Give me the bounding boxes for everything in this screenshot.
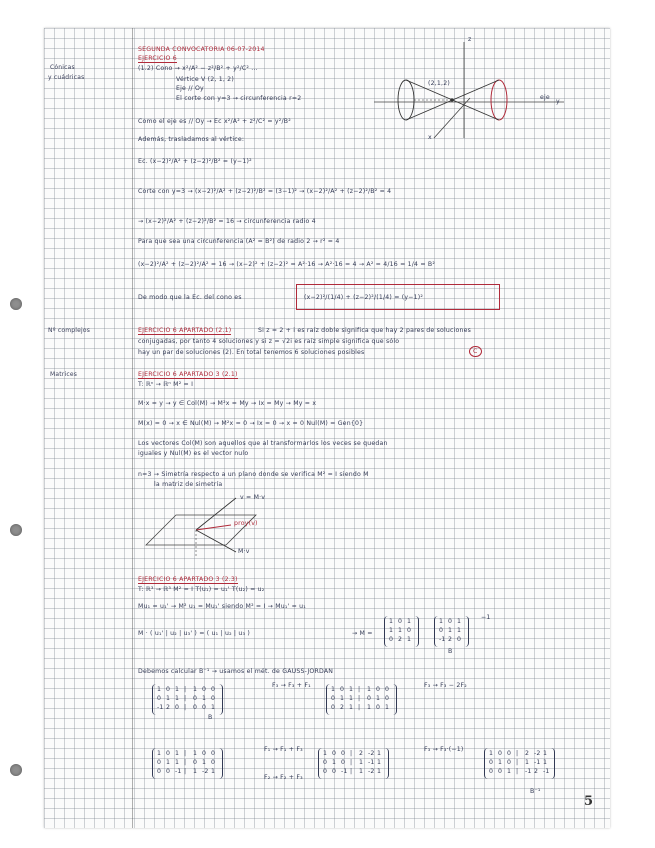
text-line: Vértice V (2, 1, 2) bbox=[176, 76, 234, 83]
margin-note-complejos: Nº complejos bbox=[48, 327, 91, 334]
matrix-cell: 1 bbox=[385, 704, 390, 711]
text-line: T: ℝ³ → ℝ³ M² = I T(u₁) = u₁' T(u₂) = u₂ bbox=[138, 586, 265, 593]
matrix-cell: 0 bbox=[332, 768, 337, 775]
text-line: iguales y Nul(M) es el vector nulo bbox=[138, 450, 249, 457]
matrix-cell: -1 bbox=[543, 768, 550, 775]
matrix-cell: 1 bbox=[377, 750, 382, 757]
matrix-cell: 0 bbox=[385, 695, 390, 702]
matrix-cell: 2 bbox=[534, 768, 539, 775]
matrix-cell: 0 bbox=[193, 704, 198, 711]
matrix-cell: -1 bbox=[534, 759, 541, 766]
cone-diagram bbox=[374, 38, 614, 143]
matrix-cell: 0 bbox=[507, 759, 512, 766]
matrix-divider: | bbox=[184, 759, 187, 766]
matrix-cell: 0 bbox=[489, 759, 494, 766]
punch-hole bbox=[10, 764, 22, 776]
matrix-cell: 0 bbox=[389, 636, 394, 643]
gauss-matrix-1 bbox=[152, 684, 223, 715]
matrix-cell: 1 bbox=[407, 618, 412, 625]
matrix-cell: 0 bbox=[507, 750, 512, 757]
axis-label-y: y bbox=[556, 98, 560, 105]
matrix-cell: 1 bbox=[489, 750, 494, 757]
matrix-bracket-right bbox=[384, 748, 389, 779]
matrix-cell: 2 bbox=[359, 750, 364, 757]
text-line: T: ℝⁿ → ℝⁿ M² = I bbox=[138, 381, 194, 388]
matrix-cell: 1 bbox=[349, 695, 354, 702]
matrix-cell: -1 bbox=[175, 768, 182, 775]
matrix-divider: | bbox=[184, 768, 187, 775]
matrix-cell: 0 bbox=[376, 686, 381, 693]
matrix-divider: | bbox=[184, 686, 187, 693]
margin-line bbox=[132, 28, 133, 828]
matrix-cell: 1 bbox=[157, 750, 162, 757]
row-operation: F₃ → F₃ − 2F₂ bbox=[424, 682, 467, 689]
matrix-cell: 1 bbox=[175, 686, 180, 693]
matrix-cell: -1 bbox=[157, 704, 164, 711]
matrix-cell: 1 bbox=[367, 704, 372, 711]
text-line: M(x) = 0 → x ∈ Nul(M) → M²x = 0 → Ix = 0 → x = 0 Nul(M) = Gen{0} bbox=[138, 420, 364, 427]
matrix-cell: 1 bbox=[202, 759, 207, 766]
matrix-cell: 2 bbox=[340, 704, 345, 711]
matrix-cell: 0 bbox=[157, 759, 162, 766]
text-line: M · ( u₁' | u₂ | u₃' ) = ( u₁ | u₂ | u₃ ) bbox=[138, 630, 250, 637]
matrix-cell: 1 bbox=[543, 750, 548, 757]
text-line: Si z = 2 + i es raíz doble significa que hay 2 pares de soluciones bbox=[258, 327, 472, 334]
matrix-cell: 0 bbox=[193, 695, 198, 702]
axis-label-x: x bbox=[428, 134, 432, 141]
matrix-bracket-right bbox=[218, 684, 223, 715]
text-line: M·x = y → y ∈ Col(M) → M²x = My → Ix = My → My = x bbox=[138, 400, 317, 407]
matrix-cell: 0 bbox=[498, 768, 503, 775]
punch-hole bbox=[10, 524, 22, 536]
gauss-matrix-4 bbox=[318, 748, 389, 779]
matrix-cell: 1 bbox=[175, 750, 180, 757]
matrix-cell: 0 bbox=[211, 759, 216, 766]
margin-note-matrices: Matrices bbox=[50, 371, 78, 378]
text-line: Para que sea una circunferencia (A² = B²) de radio 2 → r² = 4 bbox=[138, 238, 340, 245]
matrix-cell: 0 bbox=[323, 759, 328, 766]
matrix-cell: 1 bbox=[377, 759, 382, 766]
text-line: De modo que la Ec. del cono es bbox=[138, 294, 242, 301]
section-title: EJERCICIO 6 APARTADO 3 (2.1) bbox=[138, 371, 238, 378]
matrix-cell: -1 bbox=[525, 768, 532, 775]
matrix-cell: 1 bbox=[377, 768, 382, 775]
text-line: conjugadas, por tanto 4 soluciones y si z = √2i es raíz simple significa que sólo bbox=[138, 338, 400, 345]
matrix-cell: 0 bbox=[448, 618, 453, 625]
matrix-cell: 1 bbox=[349, 686, 354, 693]
matrix-cell: 2 bbox=[525, 750, 530, 757]
margin-note-cuadricas: y cuádricas bbox=[48, 74, 85, 81]
axis-label-eje: eje bbox=[540, 94, 550, 101]
row-operation: F₁ → F₁ + F₃ bbox=[264, 746, 303, 753]
text-line: hay un par de soluciones (2). En total tenemos 6 soluciones posibles bbox=[138, 349, 365, 356]
gauss-matrix-5 bbox=[484, 748, 555, 779]
text-line: → (x−2)²/A² + (z−2)²/B² = 16 → circunferencia radio 4 bbox=[138, 218, 316, 225]
matrix-cell: 1 bbox=[211, 704, 216, 711]
matrix-cell: 1 bbox=[193, 686, 198, 693]
matrix-cell: 0 bbox=[341, 759, 346, 766]
matrix-cell: 1 bbox=[175, 759, 180, 766]
matrix-cell: 2 bbox=[166, 704, 171, 711]
matrix-divider: | bbox=[350, 768, 353, 775]
text-line: El corte con y=3 → circunferencia r=2 bbox=[176, 95, 302, 102]
matrix-cell: 1 bbox=[157, 686, 162, 693]
text-line: (1.2) Cono → x²/A² − z²/B² + y²/C² ... bbox=[138, 65, 258, 72]
text-line: Además, trasladamos al vértice: bbox=[138, 136, 245, 143]
matrix-cell: 0 bbox=[193, 759, 198, 766]
matrix-cell: 1 bbox=[457, 627, 462, 634]
matrix-cell: 0 bbox=[331, 704, 336, 711]
gauss-matrix-2 bbox=[326, 684, 397, 715]
matrix-cell: 0 bbox=[439, 627, 444, 634]
exercise-label: EJERCICIO 6 bbox=[138, 55, 177, 62]
gauss-matrix-3 bbox=[152, 748, 223, 779]
matrix-cell: 1 bbox=[498, 759, 503, 766]
matrix-divider: | bbox=[358, 686, 361, 693]
matrix-cell: 1 bbox=[202, 695, 207, 702]
matrix-cell: -1 bbox=[439, 636, 446, 643]
inverse-exponent: −1 bbox=[481, 614, 491, 621]
matrix-cell: 1 bbox=[448, 627, 453, 634]
matrix-cell: 2 bbox=[398, 636, 403, 643]
text-line: la matriz de simetría bbox=[154, 481, 223, 488]
matrix-cell: 0 bbox=[331, 695, 336, 702]
vertex-label: (2,1,2) bbox=[428, 80, 450, 87]
matrix-a bbox=[384, 616, 419, 647]
matrix-cell: 0 bbox=[211, 686, 216, 693]
row-operation: F₃ → F₃·(−1) bbox=[424, 746, 464, 753]
matrix-cell: 1 bbox=[323, 750, 328, 757]
matrix-bracket-right bbox=[218, 748, 223, 779]
matrix-cell: 0 bbox=[323, 768, 328, 775]
matrix-bracket-right bbox=[392, 684, 397, 715]
matrix-cell: 0 bbox=[498, 750, 503, 757]
matrix-cell: 1 bbox=[166, 759, 171, 766]
matrix-divider: | bbox=[358, 704, 361, 711]
matrix-cell: -2 bbox=[368, 750, 375, 757]
margin-note-conicas: Cónicas bbox=[50, 64, 75, 71]
matrix-cell: 1 bbox=[389, 618, 394, 625]
matrix-cell: 0 bbox=[385, 686, 390, 693]
matrix-cell: 1 bbox=[543, 759, 548, 766]
diagram-label-v: v = M·v bbox=[240, 494, 266, 501]
matrix-cell: 2 bbox=[448, 636, 453, 643]
text-line: Mu₁ = u₁' → M² u₁ = Mu₁' siendo M² = I → Mu₁' = u₁ bbox=[138, 603, 306, 610]
matrix-cell: 0 bbox=[166, 686, 171, 693]
matrix-cell: 1 bbox=[457, 618, 462, 625]
matrix-bracket-right bbox=[414, 616, 419, 647]
section-title: EJERCICIO 6 APARTADO (2.1) bbox=[138, 327, 232, 334]
text-line: Eje // Oy bbox=[176, 85, 204, 92]
gauss-matrix-1-label: B bbox=[208, 714, 213, 721]
matrix-cell: 1 bbox=[193, 750, 198, 757]
text-line: (x−2)²/A² + (z−2)²/A² = 16 → (x−2)² + (z−2)² = A²·16 → A²·16 = 4 → A² = 4/16 = 1/4 = B² bbox=[138, 261, 436, 268]
matrix-cell: 1 bbox=[349, 704, 354, 711]
matrix-cell: 1 bbox=[193, 768, 198, 775]
page-number: 5 bbox=[584, 794, 594, 809]
matrix-divider: | bbox=[184, 695, 187, 702]
text-line: Ec. (x−2)²/A² + (z−2)²/B² = (y−1)² bbox=[138, 158, 252, 165]
matrix-cell: -1 bbox=[368, 759, 375, 766]
matrix-cell: 0 bbox=[340, 686, 345, 693]
matrix-cell: 1 bbox=[175, 695, 180, 702]
matrix-cell: 1 bbox=[525, 759, 530, 766]
matrix-cell: 0 bbox=[341, 750, 346, 757]
matrix-cell: 0 bbox=[211, 695, 216, 702]
matrix-divider: | bbox=[350, 750, 353, 757]
matrix-bracket-right bbox=[550, 748, 555, 779]
text-line: Debemos calcular B⁻¹ → usamos el mét. de GAUSS-JORDAN bbox=[138, 668, 334, 675]
answer-circle: C bbox=[469, 346, 482, 357]
diagram-label-mv: M·v bbox=[238, 548, 250, 555]
matrix-cell: 0 bbox=[398, 618, 403, 625]
boxed-equation: (x−2)²/(1/4) + (z−2)²/(1/4) = (y−1)² bbox=[304, 294, 424, 301]
matrix-divider: | bbox=[184, 704, 187, 711]
text-line: Corte con y=3 → (x−2)²/A² + (z−2)²/B² = (3−1)² → (x−2)²/A² + (z−2)²/B² = 4 bbox=[138, 188, 392, 195]
matrix-cell: 1 bbox=[359, 768, 364, 775]
matrix-divider: | bbox=[358, 695, 361, 702]
matrix-bracket-right bbox=[464, 616, 469, 647]
matrix-cell: 0 bbox=[157, 695, 162, 702]
matrix-cell: 0 bbox=[376, 704, 381, 711]
matrix-cell: 1 bbox=[340, 695, 345, 702]
matrix-cell: -1 bbox=[341, 768, 348, 775]
matrix-cell: 1 bbox=[367, 686, 372, 693]
matrix-cell: 1 bbox=[389, 627, 394, 634]
matrix-cell: 1 bbox=[507, 768, 512, 775]
text-line: Los vectores Col(M) son aquellos que al transformarlos los veces se quedan bbox=[138, 440, 388, 447]
matrix-divider: | bbox=[516, 768, 519, 775]
matrix-divider: | bbox=[516, 759, 519, 766]
matrix-b bbox=[434, 616, 469, 647]
gauss-matrix-5-label: B⁻¹ bbox=[530, 788, 541, 795]
matrix-cell: 1 bbox=[359, 759, 364, 766]
text-line: n=3 → Simetría respecto a un plano donde se verifica M² = I siendo M bbox=[138, 471, 369, 478]
matrix-cell: 0 bbox=[202, 704, 207, 711]
matrix-cell: -2 bbox=[202, 768, 209, 775]
matrix-cell: -2 bbox=[368, 768, 375, 775]
matrix-cell: 0 bbox=[489, 768, 494, 775]
matrix-cell: 1 bbox=[398, 627, 403, 634]
matrix-cell: 0 bbox=[157, 768, 162, 775]
axis-label-z: z bbox=[468, 36, 472, 43]
matrix-divider: | bbox=[184, 750, 187, 757]
row-operation: F₃ → F₃ + F₁ bbox=[272, 682, 311, 689]
matrix-cell: 1 bbox=[211, 768, 216, 775]
punch-hole bbox=[10, 298, 22, 310]
matrix-cell: 0 bbox=[175, 704, 180, 711]
text-line: Como el eje es // Oy → Ec x²/A² + z²/C² = y²/B² bbox=[138, 118, 291, 125]
page-title: SEGUNDA CONVOCATORIA 06-07-2014 bbox=[138, 46, 265, 53]
matrix-cell: 0 bbox=[202, 750, 207, 757]
matrix-cell: 1 bbox=[407, 636, 412, 643]
matrix-cell: 1 bbox=[376, 695, 381, 702]
matrix-cell: 1 bbox=[331, 686, 336, 693]
matrix-cell: 1 bbox=[166, 695, 171, 702]
matrix-cell: -2 bbox=[534, 750, 541, 757]
text-line: → M = bbox=[352, 630, 373, 637]
matrix-divider: | bbox=[350, 759, 353, 766]
matrix-cell: 0 bbox=[211, 750, 216, 757]
matrix-cell: 1 bbox=[439, 618, 444, 625]
section-title: EJERCICIO 6 APARTADO 3 (2.3) bbox=[138, 576, 238, 583]
matrix-cell: 0 bbox=[166, 750, 171, 757]
diagram-label-proy: proy(v) bbox=[234, 520, 258, 527]
matrix-cell: 0 bbox=[166, 768, 171, 775]
matrix-cell: 0 bbox=[407, 627, 412, 634]
matrix-cell: 0 bbox=[332, 750, 337, 757]
matrix-cell: 0 bbox=[457, 636, 462, 643]
matrix-divider: | bbox=[516, 750, 519, 757]
row-operation: F₂ → F₂ + F₃ bbox=[264, 774, 303, 781]
matrix-cell: 0 bbox=[202, 686, 207, 693]
notebook-page bbox=[44, 28, 610, 828]
matrix-b-label: B bbox=[448, 648, 453, 655]
matrix-cell: 1 bbox=[332, 759, 337, 766]
matrix-cell: 0 bbox=[367, 695, 372, 702]
